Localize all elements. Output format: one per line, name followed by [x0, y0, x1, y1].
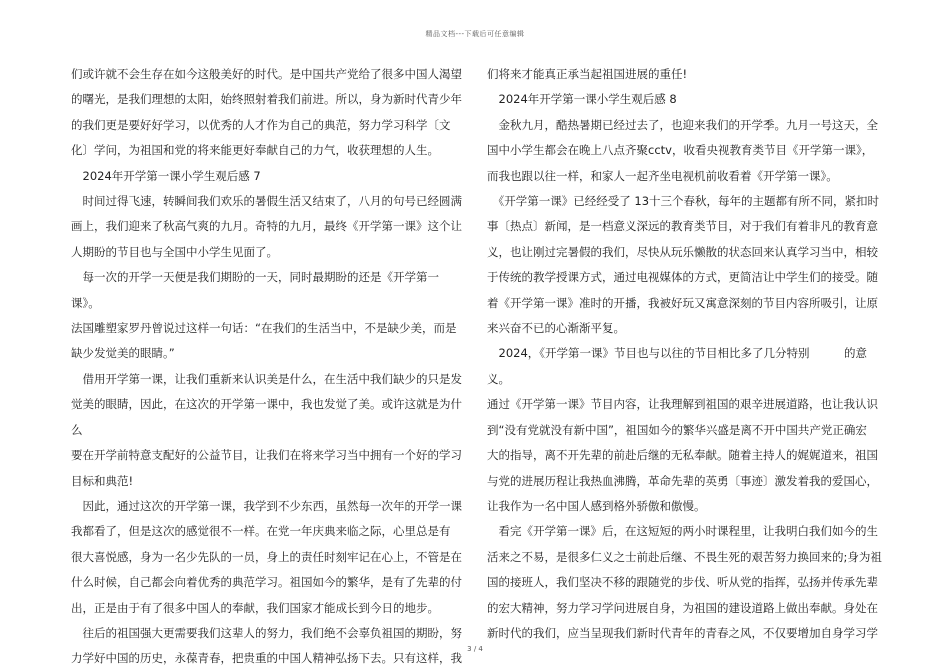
- text-line: 国的接班人，我们坚决不移的跟随党的步伐、听从党的指挥，弘扬并传承先辈: [487, 575, 878, 590]
- text-line: 与党的进展历程让我热血沸腾，革命先辈的英勇〔事迹〕激发着我的爱国心，: [487, 473, 878, 488]
- text-line: 我都看了，但是这次的感觉很不一样。在党一年庆典来临之际，心里总是有: [71, 524, 451, 539]
- text-line: 们或许就不会生存在如今这般美好的时代。是中国共产党给了很多中国人渴望: [71, 67, 462, 81]
- text-line: 的宏大精神，努力学习学问进展自身，为祖国的建设道路上做出奉献。身处在: [487, 600, 878, 615]
- text-line: 的曙光，是我们理想的太阳，始终照射着我们前进。所以，身为新时代青少年: [71, 92, 462, 107]
- page-header: 精品文档---下载后可任意编辑: [425, 30, 525, 38]
- text-line: 借用开学第一课，让我们重新来认识美是什么，在生活中我们缺少的只是发: [71, 371, 462, 386]
- text-line: 看完《开学第一课》后，在这短短的两小时课程里，让我明白我们如今的生: [487, 524, 878, 539]
- text-line: 2024，《开学第一课》节目也与以往的节目相比多了几分特别 的意义。: [487, 346, 868, 386]
- text-line: 于传统的教学授课方式，通过电视媒体的方式，更简洁让中学生们的接受。随: [487, 270, 878, 285]
- text-line: 活来之不易，是很多仁义之士前赴后继、不畏生死的艰苦努力换回来的;身为祖: [487, 549, 882, 564]
- text-line: 《开学第一课》已经经受了 13十三个春秋，每年的主题都有所不同，紧扣时: [487, 194, 880, 209]
- text-line: 2024年开学第一课小学生观后感 8: [487, 92, 677, 107]
- text-line: 缺少发觉美的眼睛。”: [71, 346, 175, 361]
- text-line: 到“没有党就没有新中国”，祖国如今的繁华兴盛是离不开中国共产党正确宏: [487, 422, 867, 437]
- text-line: 时间过得飞速，转瞬间我们欢乐的暑假生活又结束了，八月的句号已经圆满: [71, 194, 462, 209]
- text-line: 来兴奋不已的心渐渐平复。: [487, 321, 625, 336]
- text-line: 往后的祖国强大更需要我们这辈人的努力，我们绝不会辜负祖国的期盼，努: [71, 625, 462, 640]
- text-line: 画上，我们迎来了秋高气爽的九月。奇特的九月，最终《开学第一课》这个让: [71, 219, 462, 234]
- text-line: 新时代的我们，应当呈现我们新时代青年的青春之风，不仅要增加自身学习学: [487, 625, 878, 640]
- text-line: 们将来才能真正承当起祖国进展的重任!: [487, 67, 688, 81]
- text-line: 要在开学前特意支配好的公益节目，让我们在将来学习当中拥有一个好的学习: [71, 448, 462, 463]
- text-line: 的我们更是要好好学习，以优秀的人才作为自己的典范，努力学习科学〔文: [71, 117, 451, 132]
- text-line: 而我也跟以往一样，和家人一起齐坐电视机前收看着《开学第一课》。: [487, 168, 838, 183]
- text-line: 义，也让刚过完暑假的我们，尽快从玩乐懒散的状态回来认真学习当中，相较: [487, 244, 878, 259]
- text-line: 觉美的眼睛，因此，在这次的开学第一课中，我也发觉了美。或许这就是为什么: [71, 397, 462, 437]
- text-line: 法国雕塑家罗丹曾说过这样一句话：“在我们的生活当中，不是缺少美，而是: [71, 321, 457, 336]
- text-line: 通过《开学第一课》节目内容，让我理解到祖国的艰辛进展道路，也让我认识: [487, 397, 878, 412]
- text-line: 事〔热点〕新闻，是一档意义深远的教育类节目，对于我们有着非凡的教育意: [487, 219, 878, 234]
- text-line: 大的指导，离不开先辈的前赴后继的无私奉献。随着主持人的娓娓道来，祖国: [487, 448, 878, 463]
- text-line: 着《开学第一课》准时的开播，我被好玩又寓意深刻的节目内容所吸引，让原: [487, 295, 878, 310]
- text-line: 出，正是由于有了很多中国人的奉献，我们国家才能成长到今日的地步。: [71, 600, 439, 615]
- text-line: 什么时候，自己都会向着优秀的典范学习。祖国如今的繁华，是有了先辈的付: [71, 575, 462, 590]
- text-line: 每一次的开学一天便是我们期盼的一天，同时最期盼的还是《开学第一课》。: [71, 270, 439, 310]
- text-line: 人期盼的节目也与全国中小学生见面了。: [71, 244, 278, 259]
- text-line: 让我作为一名中国人感到格外骄傲和傲慢。: [487, 498, 706, 513]
- text-line: 因此，通过这次的开学第一课，我学到不少东西，虽然每一次年的开学一课: [71, 498, 462, 513]
- text-line: 目标和典范!: [71, 473, 134, 488]
- text-line: 力学好中国的历史，永葆青春，把贵重的中国人精神弘扬下去。只有这样，我: [71, 651, 462, 666]
- text-line: 2024年开学第一课小学生观后感 7: [71, 168, 261, 183]
- page-number: 3 / 4: [467, 645, 483, 653]
- left-column: [71, 62, 466, 672]
- text-line: 化〕学问，为祖国和党的将来能更好奉献自己的力气，收获理想的人生。: [71, 143, 439, 158]
- text-line: 国中小学生都会在晚上八点齐聚cctv，收看央视教育类节目《开学第一课》，: [487, 143, 874, 158]
- text-line: 金秋九月，酷热暑期已经过去了，也迎来我们的开学季。九月一号这天，全: [487, 117, 878, 132]
- right-column: [487, 62, 882, 646]
- text-line: 很大喜悦感，身为一名少先队的一员，身上的责任时刻牢记在心上，不管是在: [71, 549, 462, 564]
